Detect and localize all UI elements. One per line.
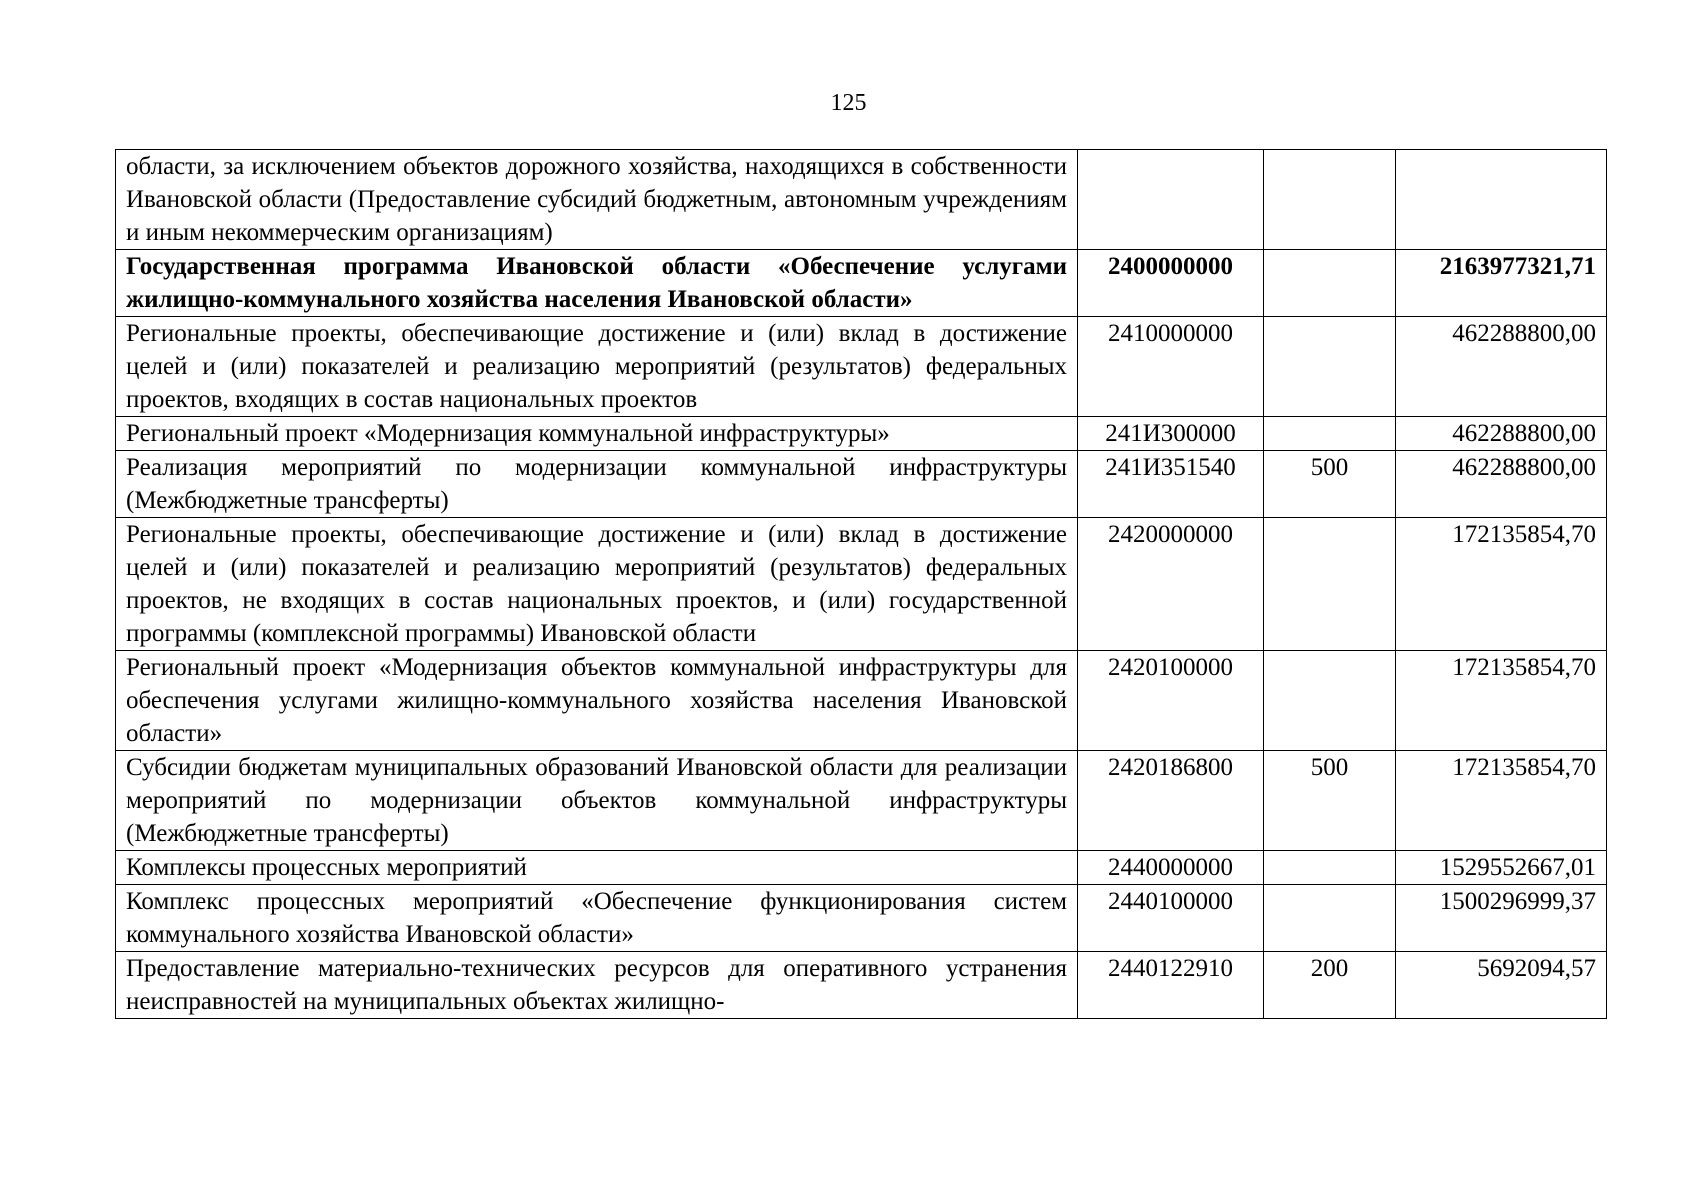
table-row [116, 952, 1607, 1019]
row-expense-type [1264, 651, 1396, 751]
row-code: 2420000000 [1078, 518, 1264, 651]
table-row [116, 518, 1607, 651]
table-row [116, 851, 1607, 885]
row-expense-type [1264, 250, 1396, 317]
budget-table-body [116, 150, 1607, 1019]
table-row [116, 451, 1607, 518]
table-row [116, 751, 1607, 851]
table-row [116, 250, 1607, 317]
row-sum: 172135854,70 [1396, 651, 1607, 751]
row-expense-type [1264, 150, 1396, 250]
row-code: 2440100000 [1078, 885, 1264, 952]
row-sum: 5692094,57 [1396, 952, 1607, 1019]
row-expense-type [1264, 317, 1396, 417]
page-number: 125 [830, 90, 867, 116]
table-row [116, 651, 1607, 751]
budget-table [115, 149, 1607, 1019]
row-code: 2420186800 [1078, 751, 1264, 851]
row-code: 2420100000 [1078, 651, 1264, 751]
row-expense-type [1264, 518, 1396, 651]
row-code [1078, 150, 1264, 250]
row-expense-type [1264, 885, 1396, 952]
row-name: Субсидии бюджетам муниципальных образований Ивановской области для реализации мероприятий по модернизации объектов коммунальной инфраструктуры (Межбюджетные трансферты) [116, 751, 1078, 851]
row-sum: 2163977321,71 [1396, 250, 1607, 317]
row-name: Региональный проект «Модернизация объектов коммунальной инфраструктуры для обеспечения услугами жилищно-коммунального хозяйства населения Ивановской области» [116, 651, 1078, 751]
row-name: Государственная программа Ивановской области «Обеспечение услугами жилищно-коммунального хозяйства населения Ивановской области» [116, 250, 1078, 317]
row-expense-type: 500 [1264, 751, 1396, 851]
row-sum [1396, 150, 1607, 250]
row-sum: 462288800,00 [1396, 317, 1607, 417]
row-sum: 1500296999,37 [1396, 885, 1607, 952]
table-row [116, 317, 1607, 417]
row-sum: 172135854,70 [1396, 751, 1607, 851]
row-sum: 462288800,00 [1396, 451, 1607, 518]
row-name: Комплекс процессных мероприятий «Обеспечение функционирования систем коммунального хозяйства Ивановской области» [116, 885, 1078, 952]
row-expense-type [1264, 417, 1396, 451]
row-name: Комплексы процессных мероприятий [116, 851, 1078, 885]
row-code: 2440122910 [1078, 952, 1264, 1019]
row-code: 241И351540 [1078, 451, 1264, 518]
row-expense-type: 500 [1264, 451, 1396, 518]
row-code: 241И300000 [1078, 417, 1264, 451]
row-name: Региональные проекты, обеспечивающие достижение и (или) вклад в достижение целей и (или) показателей и реализацию мероприятий (результатов) федеральных проектов, не входящих в состав национальных проектов, и (или) государственной программы (комплексной программы) Ивановской области [116, 518, 1078, 651]
row-expense-type: 200 [1264, 952, 1396, 1019]
row-sum: 1529552667,01 [1396, 851, 1607, 885]
row-name: Региональные проекты, обеспечивающие достижение и (или) вклад в достижение целей и (или) показателей и реализацию мероприятий (результатов) федеральных проектов, входящих в состав национальных проектов [116, 317, 1078, 417]
row-code: 2410000000 [1078, 317, 1264, 417]
table-row [116, 417, 1607, 451]
row-code: 2400000000 [1078, 250, 1264, 317]
row-sum: 172135854,70 [1396, 518, 1607, 651]
row-expense-type [1264, 851, 1396, 885]
row-name: области, за исключением объектов дорожного хозяйства, находящихся в собственности Ивановской области (Предоставление субсидий бюджетным, автономным учреждениям и иным некоммерческим организациям) [116, 150, 1078, 250]
row-name: Региональный проект «Модернизация коммунальной инфраструктуры» [116, 417, 1078, 451]
row-name: Реализация мероприятий по модернизации коммунальной инфраструктуры (Межбюджетные трансферты) [116, 451, 1078, 518]
row-code: 2440000000 [1078, 851, 1264, 885]
table-row [116, 150, 1607, 250]
row-sum: 462288800,00 [1396, 417, 1607, 451]
table-row [116, 885, 1607, 952]
row-name: Предоставление материально-технических ресурсов для оперативного устранения неисправностей на муниципальных объектах жилищно- [116, 952, 1078, 1019]
